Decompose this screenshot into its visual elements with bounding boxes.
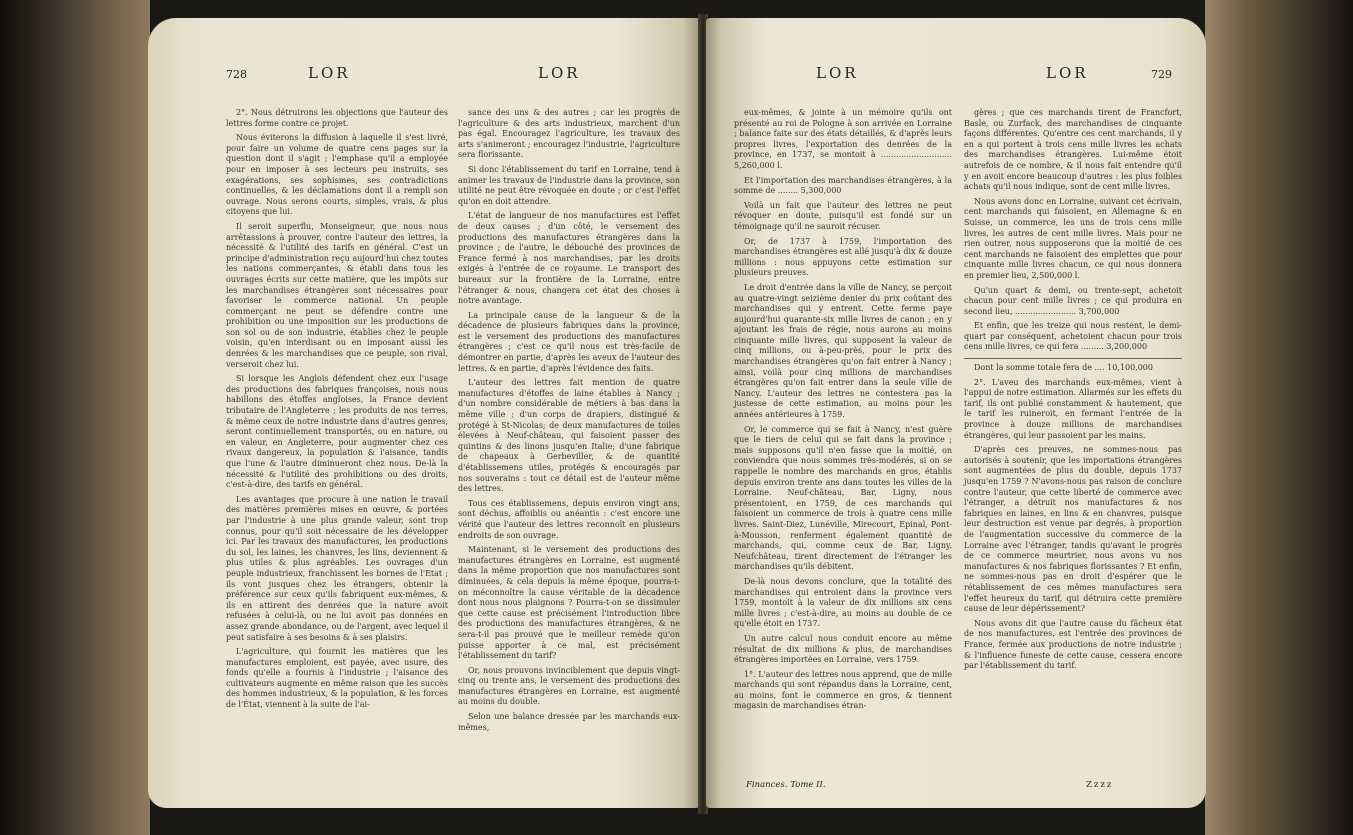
paragraph: Voilà un fait que l'auteur des lettres ne peut révoquer en doute, puisqu'il est fondé sur un témoignage qu'il ne sauroit récuser. (734, 200, 952, 231)
paragraph: sance des uns & des autres ; car les progrès de l'agriculture & des arts industrieux, marchent d'un pas égal. Encouragez l'agriculture, les travaux des arts s'animeront ; encouragez l'industrie, l'agriculture sera florissante. (458, 108, 680, 160)
paragraph: Si donc l'établissement du tarif en Lorraine, tend à animer les travaux de l'industrie dans la province, son utilité ne peut être révoquée en doute ; or c'est l'effet qu'on en doit attendre. (458, 164, 680, 206)
right-page-number: 729 (1151, 68, 1172, 81)
left-column-2 (458, 108, 680, 737)
paragraph: Or, le commerce qui se fait à Nancy, n'est guère que le tiers de celui qui se fait dans la province ; mais supposons qu'il n'en fasse que la moitié, on conviendra que nous sommes très-modérés, si on se rappelle le nombre des marchands en gros, établis depuis environ trente ans dans toutes les villes de la Lorraine. Neuf-château, Bar, Ligny, nous présentoient, en 1759, de ces marchands qui faisoient un commerce de trois à quatre cens mille livres. Saint-Diez, Lunéville, Mirecourt, Epinal, Pont-à-Mousson, renferment également quantité de marchands, qui, comme ceux de Bar, Ligny, Neufchâteau, tirent directement de l'étranger les marchandises qu'ils débitent. (734, 424, 952, 572)
signature-mark: Zzzz (1086, 780, 1114, 790)
page-edges-left (0, 0, 150, 835)
sum-rule (964, 358, 1182, 359)
paragraph: L'agriculture, qui fournit les matières que les manufactures emploient, est payée, avec usure, des fonds qu'elle a fournis à l'industrie ; l'aisance des cultivateurs augmente en même raison que les succès des hommes industrieux, & la population, & les forces de l'État, viennent à la suite de l'ai- (226, 647, 448, 710)
paragraph: Selon une balance dressée par les marchands eux-mêmes, (458, 712, 680, 732)
paragraph: Les avantages que procure à une nation le travail des matières premières mises en œuvre, & portées par l'industrie à une plus grande valeur, sont trop connus, pour qu'il soit nécessaire de les développer ici. Par les travaux des manufactures, les productions du sol, les laines, les chanvres, les lins, deviennent & plus utiles & plus agréables. Les ouvrages d'un peuple industrieux, franchissent les bornes de l'Etat ; ils vont jusques chez les étrangers, obtenir la préférence sur ceux qu'ils fabriquent eux-mêmes, & ils en attirent des denrées que la nature avoit refusées à celui-là, ou ne lui avoit pas données en assez grande abondance, ou de l'argent, avec lequel il peut satisfaire à ses besoins & à ses plaisirs. (226, 494, 448, 642)
paragraph: L'auteur des lettres fait mention de quatre manufactures d'étoffes de laine établies à Nancy ; d'un nombre considérable de métiers à bas dans la même ville ; d'un corps de drapiers, distingué & protégé à St-Nicolas; de deux manufactures de toiles élevées à Neuf-château, qui faisoient passer des quintins & des linons jusqu'en Italie; d'une fabrique de chapeaux à Gerbeviller, & de quantité d'établissemens utiles, protégés & encouragés par nos souverains : tout ce détail est de l'auteur même des lettres. (458, 378, 680, 494)
left-page-number: 728 (226, 68, 247, 81)
paragraph: Maintenant, si le versement des productions des manufactures étrangères en Lorraine, est augmenté dans la même proportion que nos manufactures sont diminuées, & cela depuis la même époque, pourra-t-on méconnoître la cause véritable de la décadence dont nous nous plaignons ? Pourra-t-on se dissimuler que cette cause est précisément l'introduction libre des productions des manufactures étrangères, & ne sera-t-il pas prouvé que le meilleur remède qu'on puisse apporter à ce mal, est précisément l'établissement du tarif? (458, 545, 680, 661)
paragraph: Il seroit superflu, Monseigneur, que nous nous arrêtassions à prouver, contre l'auteur des lettres, la nécessité & l'utilité des tarifs en général. C'est un principe d'administration reçu aujourd'hui chez toutes les nations commerçantes, & établi dans tous les ouvrages écrits sur cette matière, que les impôts sur les marchandises étrangères sont nécessaires pour favoriser le commerce national. Un peuple commerçant ne peut se défendre contre une prohibition ou une imposition sur les productions de son sol ou de son industrie, établies chez le peuple voisin, qu'en interdisant ou en imposant aussi les denrées & les marchandises que ce peuple, son rival, verseroit chez lui. (226, 221, 448, 369)
right-header-left: LOR (816, 64, 859, 82)
left-header-right: LOR (538, 64, 581, 82)
paragraph: Tous ces établissemens, depuis environ vingt ans, sont déchus, affoiblis ou anéantis : c'est encore une vérité que l'auteur des lettres reconnoît en plusieurs endroits de son ouvrage. (458, 498, 680, 540)
sum-line: Dont la somme totale fera de .... 10,100,000 (974, 363, 1153, 373)
right-column-2 (964, 108, 1182, 676)
right-header-right: LOR (1046, 64, 1089, 82)
paragraph: Nous éviterons la diffusion à laquelle il s'est livré, pour faire un volume de quatre cens pages sur la question dont il s'agit ; l'emphase qu'il a employée pour en imposer à ses lecteurs peu instruits, ses exagérations, ses sophismes, ses contradictions continuelles, & les déclamations dont il a rempli son ouvrage. Nous serons courts, simples, vrais, & plus citoyens que lui. (226, 133, 448, 217)
right-page (706, 18, 1206, 808)
paragraph: gères ; que ces marchands tirent de Francfort, Basle, ou Zurfack, des marchandises de cinquante façons différentes. Qu'entre ces cent marchands, il y en a qui portent à trois cens mille livres les achats des marchandises étrangères. Lui-même étoit autrefois de ce nombre, & il nous fait entendre qu'il y en avoit encore beaucoup d'autres : les plus foibles achats qu'il nous indique, sont de cent mille livres. (964, 108, 1182, 192)
page-edges-right (1205, 0, 1353, 835)
page-footer: Finances. Tome II. (746, 780, 826, 790)
left-column-1 (226, 108, 448, 715)
right-column-1 (734, 108, 952, 716)
left-header-left: LOR (308, 64, 351, 82)
paragraph: Or, nous prouvons invinciblement que depuis vingt-cinq ou trente ans, le versement des productions des manufactures étrangères en Lorraine, est augmenté au moins du double. (458, 665, 680, 707)
paragraph: Or, de 1737 à 1759, l'importation des marchandises étrangères est allé jusqu'à dix & douze millions : nous appuyons cette estimation sur plusieurs preuves. (734, 236, 952, 278)
paragraph: De-là nous devons conclure, que la totalité des marchandises qui entroient dans la province vers 1759, montoit à la valeur de dix millions six cens mille livres ; c'est-à-dire, au moins au double de ce qu'elle étoit en 1737. (734, 576, 952, 629)
paragraph: eux-mêmes, & jointe à un mémoire qu'ils ont présenté au roi de Pologne à son arrivée en Lorraine ; balance faite sur des états détaillés, & d'après leurs propres livres, l'exportation des denrées de la province, en 1737, se montoit à ............................ 5,260,000 l. (734, 108, 952, 170)
paragraph: 1°. L'auteur des lettres nous apprend, que de mille marchands qui sont répandus dans la Lorraine, cent, au moins, font le commerce en gros, & tiennent magasin de marchandises étran- (734, 669, 952, 711)
paragraph: Et l'importation des marchandises étrangères, à la somme de ........ 5,300,000 (734, 175, 952, 196)
paragraph: L'état de langueur de nos manufactures est l'effet de deux causes ; d'un côté, le versement des productions des manufactures étrangères dans la province ; de l'autre, le débouché des provinces de France fermé à nos marchandises, par les droits exigés à l'entrée de ce royaume. Le transport des bureaux sur la frontière de la Lorraine, entre l'étranger & nous, changera cet état des choses à notre avantage. (458, 211, 680, 306)
paragraph: Et enfin, que les treize qui nous restent, le demi-quart par conséquent, achetoient chacun pour trois cens mille livres, ce qui fera ......... 3,200,000 (964, 321, 1182, 352)
paragraph: D'après ces preuves, ne sommes-nous pas autorisés à soutenir, que les importations étrangères sont augmentées de plus du double, depuis 1737 jusqu'en 1759 ? N'avons-nous pas raison de conclure contre l'auteur, que cette liberté de commerce avec l'étranger, a détruit nos manufactures & nos fabriques en laines, en lins & en chanvres, puisque leur destruction est venue par degrés, à proportion de l'augmentation successive du commerce de la Lorraine avec l'étranger, tandis qu'avant le progrès de ce commerce meurtrier, nous avons vu nos manufactures & nos fabriques florissantes ? Et enfin, ne sommes-nous pas en droit d'espérer que le rétablissement de ces mêmes manufactures sera l'effet heureux du tarif, qui détruira cette première cause de leur dépérissement? (964, 445, 1182, 614)
paragraph: Qu'un quart & demi, ou trente-sept, achetoit chacun pour cent mille livres ; ce qui produira en second lieu, ........................ 3,700,000 (964, 285, 1182, 316)
paragraph: 2°. L'aveu des marchands eux-mêmes, vient à l'appui de notre estimation. Allarmés sur les effets du tarif, ils ont publié constamment & hautement, que le tarif les ruineroit, en fermant l'entrée de la province à douze millions de marchandises étrangères, qui leur passoient par les mains. (964, 377, 1182, 440)
paragraph: Nous avons dit que l'autre cause du fâcheux état de nos manufactures, est l'entrée des provinces de France, fermée aux productions de notre industrie ; & l'influence funeste de cette cause, cessera encore par l'établissement du tarif. (964, 618, 1182, 671)
paragraph: Nous avons donc en Lorraine, suivant cet écrivain, cent marchands qui faisoient, en Allemagne & en Suisse, un commerce, les uns de trois cens mille livres, les autres de cent mille livres. Mais pour ne rien outrer, nous supposerons que la moitié de ces cent marchands ne faisoient des emplettes que pour cinquante mille livres chacun, ce qui nous donnera en premier lieu, 2,500,000 l. (964, 196, 1182, 280)
left-page (148, 18, 700, 808)
paragraph: Un autre calcul nous conduit encore au même résultat de dix millions & plus, de marchandises étrangères importées en Lorraine, vers 1759. (734, 633, 952, 665)
paragraph: La principale cause de la langueur & de la décadence de plusieurs fabriques dans la province, est le versement des productions des manufactures étrangères ; c'est ce qu'il nous est très-facile de démontrer en partie, d'après les aveux de l'auteur des lettres, & en partie, d'après l'évidence des faits. (458, 310, 680, 373)
paragraph: Le droit d'entrée dans la ville de Nancy, se perçoit au quatre-vingt seizième denier du prix coûtant des marchandises qui y entrent. Cette ferme paye aujourd'hui quarante-six mille livres de canon ; en y ajoutant les frais de régie, nous aurons au moins cinquante mille livres, qui supposent la valeur de cinq millions, ou à-peu-près, pour le prix des marchandises étrangères qu'on fait entrer à Nancy ; ainsi, voilà pour cinq millions de marchandises étrangères qu'on fait entrer dans la seule ville de Nancy. L'auteur des lettres ne contestera pas la justesse de cette estimation, au moins pour les années antérieures à 1759. (734, 282, 952, 420)
paragraph: Si lorsque les Anglois défendent chez eux l'usage des productions des fabriques françoises, nous nous habillons des étoffes angloises, la France devient tributaire de l'Angleterre ; les produits de nos terres, & même ceux de notre industrie dans d'autres genres, seront continuellement transportés, ou en nature, ou en valeur, en Angleterre, pour augmenter chez ces rivaux dangereux, la population & l'aisance, tandis que l'une & l'autre diminueront chez nous. De-là la nécessité & l'utilité des prohibitions ou des droits, c'est-à-dire, des tarifs en général. (226, 374, 448, 490)
paragraph: 2°. Nous détruirons les objections que l'auteur des lettres forme contre ce projet. (226, 108, 448, 128)
